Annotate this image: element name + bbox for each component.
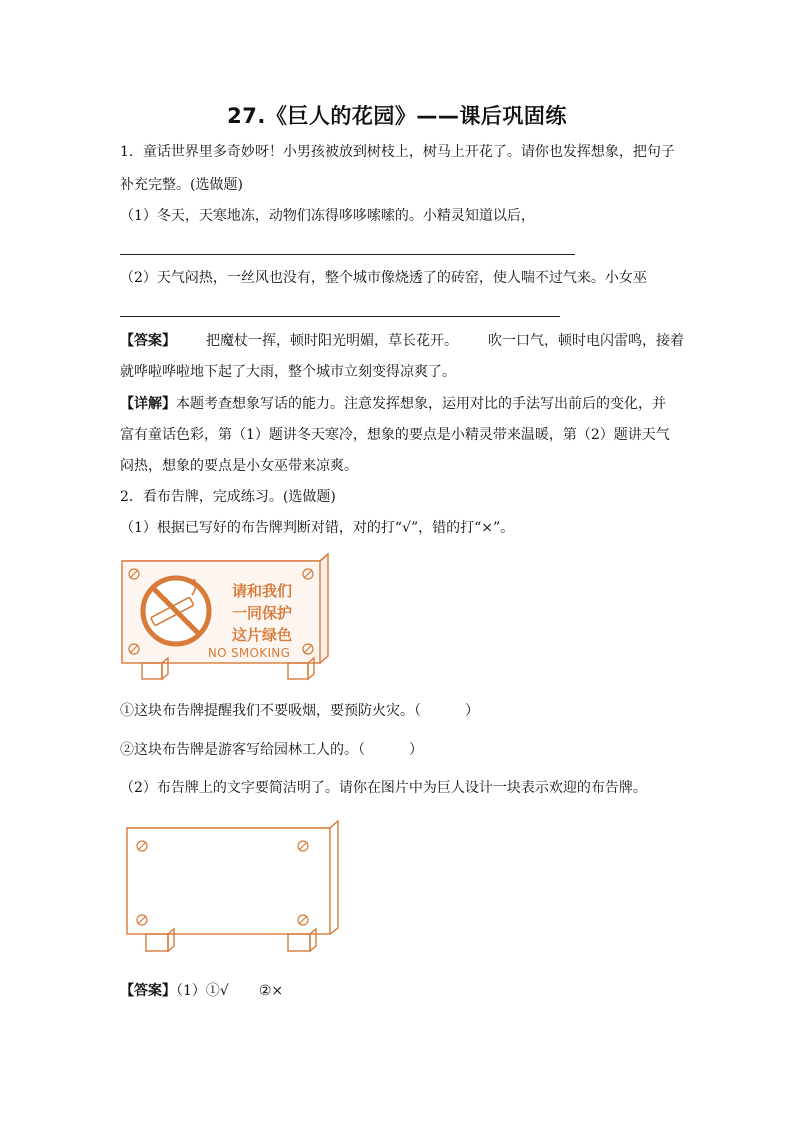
sign-text-line1: 请和我们 (231, 582, 293, 600)
q1-sub1: （1）冬天，天寒地冻，动物们冻得哆哆嗦嗦的。小精灵知道以后， (120, 208, 535, 224)
q1-detail-line1 (120, 394, 680, 414)
q1-sub1-answer-blank[interactable] (120, 254, 575, 255)
q1-sub2: （2）天气闷热，一丝风也没有，整个城市像烧透了的砖窑，使人喘不过气来。小女巫 (120, 270, 647, 286)
q2-item1 (120, 701, 680, 721)
q1-detail-line2: 富有童话色彩，第（1）题讲冬天寒冷，想象的要点是小精灵带来温暖，第（2）题讲天气 (120, 427, 670, 443)
q1-answer-part2: 吹一口气，顿时电闪雷鸣，接着 (488, 333, 684, 349)
q1-detail-text1: 本题考查想象写话的能力。注意发挥想象，运用对比的手法写出前后的变化，并 (176, 396, 666, 412)
sign-text-line2: 一同保护 (231, 604, 293, 622)
sign-text-line3: 这片绿色 (231, 626, 293, 644)
answer-label: 【答案】 (120, 333, 176, 349)
sign-caption: NO SMOKING (207, 646, 291, 660)
q2-prompt: 2．看布告牌，完成练习。(选做题) (120, 489, 336, 505)
q1-prompt-line2: 补充完整。(选做题) (120, 177, 243, 193)
q2-answer-text: （1）①√ (176, 983, 229, 999)
page-title: 27.《巨人的花园》——课后巩固练 (227, 104, 567, 128)
detail-label: 【详解】 (120, 396, 176, 412)
q2-answer (120, 981, 680, 1001)
no-smoking-sign-board (120, 553, 335, 683)
q2-item1-close: ） (465, 703, 479, 719)
q1-answer-line1 (120, 331, 684, 351)
q2-item2-text: ②这块布告牌是游客写给园林工人的。（ (120, 742, 365, 758)
q1-sub2-answer-blank[interactable] (120, 316, 560, 317)
q2-sub2: （2）布告牌上的文字要简洁明了。请你在图片中为巨人设计一块表示欢迎的布告牌。 (120, 780, 647, 796)
q2-sub1: （1）根据已写好的布告牌判断对错，对的打“√”，错的打“×”。 (120, 520, 515, 536)
answer-label: 【答案】 (120, 983, 176, 999)
q2-item2 (120, 740, 680, 760)
q1-answer-line2: 就哗啦哗啦地下起了大雨，整个城市立刻变得凉爽了。 (120, 364, 456, 380)
q2-item1-text: ①这块布告牌提醒我们不要吸烟，要预防火灾。（ (120, 703, 421, 719)
q2-item2-close: ） (409, 742, 423, 758)
blank-sign-board[interactable] (120, 820, 345, 956)
q2-answer-text2: ②× (258, 983, 284, 999)
q1-answer-part1: 把魔杖一挥，顿时阳光明媚，草长花开。 (206, 333, 458, 349)
q1-prompt-line1: 1．童话世界里多奇妙呀！小男孩被放到树枝上，树马上开花了。请你也发挥想象，把句子 (120, 144, 675, 160)
q1-detail-line3: 闷热，想象的要点是小女巫带来凉爽。 (120, 458, 358, 474)
no-smoking-icon (143, 578, 209, 644)
